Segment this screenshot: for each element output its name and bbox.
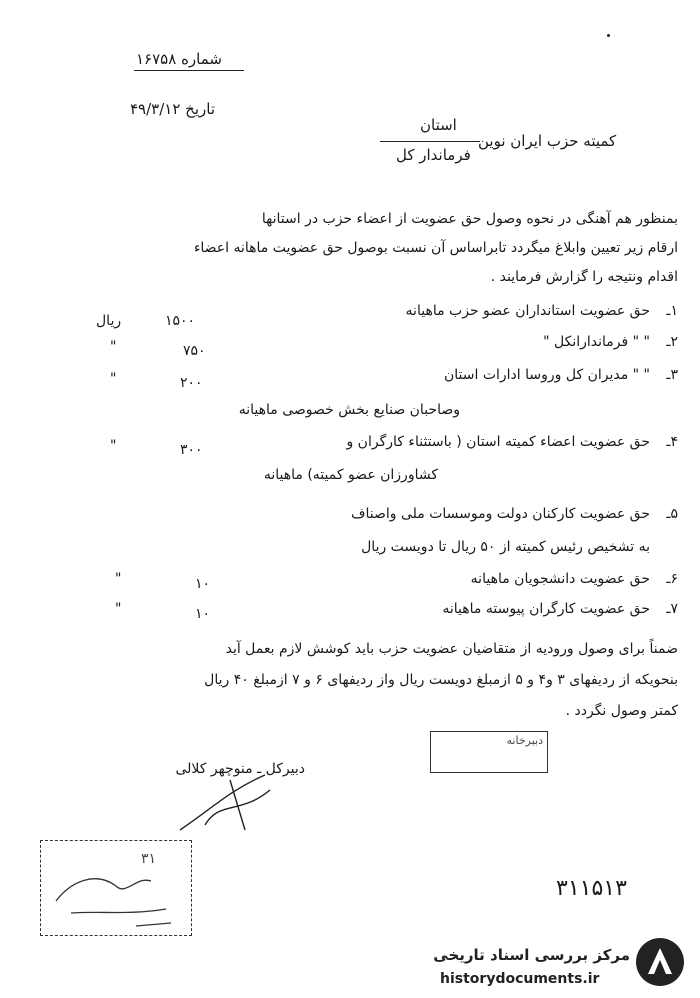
item-text: حق عضویت کارگران پیوسته ماهیانه [442,601,650,617]
item-amount: ۳۰۰ [180,442,203,458]
item-number: ۵ـ [666,506,678,522]
item-unit: " [110,339,117,355]
item-number: ۱ـ [666,303,678,319]
received-stamp-number: ۳۱ [141,851,157,867]
received-stamp-handwriting [41,841,191,935]
signature-scribble [170,770,290,840]
item-unit: " [110,438,117,454]
recipient-governor: فرماندار کل [396,146,471,164]
item-number: ۲ـ [666,334,678,350]
intro-line-2: ارقام زیر تعیین وابلاغ میگردد تابراساس آن نسبت بوصول حق عضویت ماهانه اعضاء [193,240,678,256]
recipient-underline [380,141,480,142]
item-number: ۴ـ [666,434,678,450]
note-line-2: بنحویکه از ردیفهای ۳ و۴ و ۵ ازمبلغ دویست ریال واز ردیفهای ۶ و ۷ ازمبلغ ۴۰ ریال [204,672,678,688]
signature-line: دبیرکل ـ منوچهر کلالی [175,761,305,777]
item-text: " " فرماندارانکل " [543,334,650,350]
footer-url: historydocuments.ir [440,971,600,987]
item-amount: ۱۰ [195,606,211,622]
item-number: ۷ـ [666,601,678,617]
item-amount: ۲۰۰ [180,375,203,391]
item-text: حق عضویت اعضاء کمیته استان ( باستثناء کارگران و [346,434,650,450]
note-line-1: ضمناً برای وصول ورودیه از متقاضیان عضویت حزب باید کوشش لازم بعمل آید [225,641,678,657]
doc-number: شماره ۱۶۷۵۸ [136,50,222,68]
doc-date: تاریخ ۴۹/۳/۱۲ [130,100,216,118]
item-unit: " [115,571,122,587]
item-number: ۶ـ [666,571,678,587]
archive-code: ۳۱۱۵۱۳ [556,876,627,901]
footer-title: مرکز بررسی اسناد تاریخی [433,946,630,964]
item-amount: ۱۵۰۰ [165,313,196,329]
item-unit: ریال [96,313,122,329]
item-number: ۳ـ [666,367,678,383]
number-underline [134,70,244,71]
received-stamp [40,840,192,936]
item-text: حق عضویت دانشجویان ماهیانه [470,571,650,587]
item-continuation: کشاورزان عضو کمیته) ماهیانه [263,467,438,483]
secretariat-stamp-label: دبیرخانه [506,734,543,747]
item-text: حق عضویت استانداران عضو حزب ماهیانه [405,303,650,319]
recipient-province: استان [420,116,457,134]
secretariat-stamp [430,731,548,773]
intro-line-1: بمنظور هم آهنگی در نحوه وصول حق عضویت از اعضاء حزب در استانها [261,211,678,227]
item-unit: " [110,371,117,387]
item-unit: " [115,601,122,617]
note-line-3: کمتر وصول نگردد . [565,703,678,719]
item-text: " " مدیران کل وروسا ادارات استان [443,367,650,383]
item-amount: ۱۰ [195,576,211,592]
archive-logo-icon [634,936,686,988]
item-continuation: به تشخیص رئیس کمیته از ۵۰ ریال تا دویست ریال [361,539,650,555]
ink-dot [607,34,610,37]
recipient-committee: کمیته حزب ایران نوین [478,132,617,150]
item-amount: ۷۵۰ [183,343,206,359]
item-continuation: وصاحبان صنایع بخش خصوصی ماهیانه [238,402,460,418]
intro-line-3: اقدام ونتیجه را گزارش فرمایند . [490,269,678,285]
item-text: حق عضویت کارکنان دولت وموسسات ملی واصناف [350,506,650,522]
